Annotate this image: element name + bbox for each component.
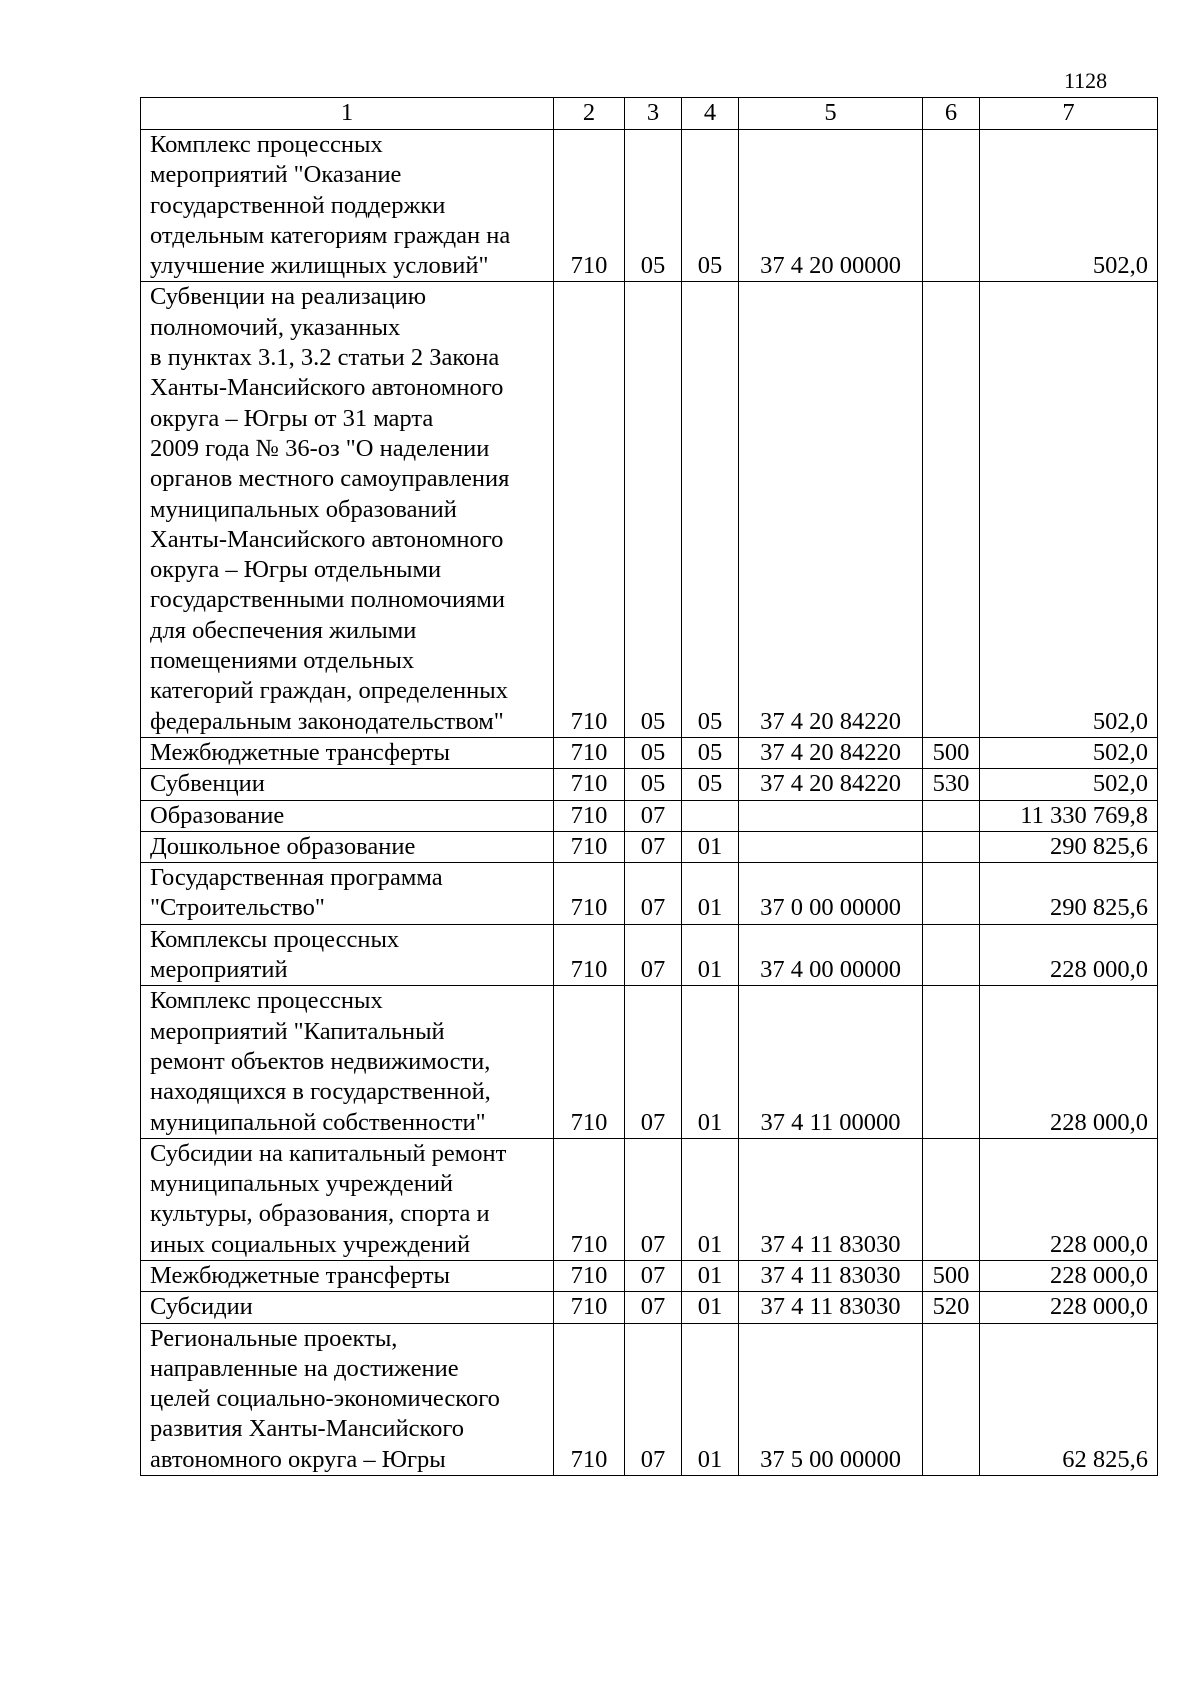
ministry-code-cell: 710 — [554, 831, 625, 862]
target-article-cell: 37 4 00 00000 — [739, 924, 923, 986]
amount-cell: 290 825,6 — [980, 863, 1158, 925]
ministry-code-cell: 710 — [554, 863, 625, 925]
subsection-code-cell: 01 — [682, 831, 739, 862]
amount-cell: 228 000,0 — [980, 986, 1158, 1138]
table-row — [141, 1323, 1158, 1475]
row-name-line: Государственная программа — [150, 864, 443, 892]
table-row — [141, 986, 1158, 1138]
expense-type-cell — [923, 800, 980, 831]
row-name-line: 2009 года № 36-оз "О наделении — [150, 434, 490, 462]
expense-type-cell: 500 — [923, 1260, 980, 1291]
section-code-cell: 05 — [625, 737, 682, 768]
expense-type-cell: 520 — [923, 1292, 980, 1323]
row-name-line: Субвенции на реализацию — [150, 283, 427, 311]
ministry-code-cell: 710 — [554, 130, 625, 282]
row-name-cell — [141, 831, 554, 862]
amount-cell: 228 000,0 — [980, 1292, 1158, 1323]
row-name-cell — [141, 924, 554, 986]
row-name-cell — [141, 1138, 554, 1260]
row-name-line: ремонт объектов недвижимости, — [150, 1047, 491, 1075]
section-code-cell: 07 — [625, 1292, 682, 1323]
row-name-line: мероприятий — [150, 956, 288, 984]
column-header: 2 — [554, 98, 625, 130]
expense-type-cell: 500 — [923, 737, 980, 768]
row-name-line: "Строительство" — [150, 894, 325, 922]
target-article-cell: 37 4 20 00000 — [739, 130, 923, 282]
row-name-line: мероприятий "Оказание — [150, 161, 402, 189]
table-row — [141, 800, 1158, 831]
row-name-line: Комплекс процессных — [150, 131, 383, 158]
section-code-cell: 05 — [625, 769, 682, 800]
target-article-cell: 37 4 11 00000 — [739, 986, 923, 1138]
subsection-code-cell: 05 — [682, 282, 739, 737]
row-name-cell — [141, 1292, 554, 1323]
row-name-line: органов местного самоуправления — [150, 465, 510, 493]
table-row — [141, 831, 1158, 862]
expense-type-cell: 530 — [923, 769, 980, 800]
row-name-line: категорий граждан, определенных — [150, 677, 508, 705]
ministry-code-cell: 710 — [554, 1138, 625, 1260]
row-name-line: полномочий, указанных — [150, 313, 401, 341]
expense-type-cell — [923, 863, 980, 925]
row-name-cell — [141, 800, 554, 831]
column-header: 7 — [980, 98, 1158, 130]
row-name-line: федеральным законодательством" — [150, 707, 504, 735]
target-article-cell: 37 5 00 00000 — [739, 1323, 923, 1475]
row-name-line: Образование — [150, 801, 285, 829]
section-code-cell: 07 — [625, 986, 682, 1138]
expense-type-cell — [923, 924, 980, 986]
subsection-code-cell: 01 — [682, 1323, 739, 1475]
amount-cell: 502,0 — [980, 769, 1158, 800]
subsection-code-cell: 01 — [682, 1138, 739, 1260]
subsection-code-cell: 01 — [682, 1292, 739, 1323]
column-header: 6 — [923, 98, 980, 130]
target-article-cell: 37 4 20 84220 — [739, 282, 923, 737]
table-row — [141, 769, 1158, 800]
column-header: 3 — [625, 98, 682, 130]
table-row — [141, 1138, 1158, 1260]
row-name-line: Комплексы процессных — [150, 925, 400, 953]
row-name-line: мероприятий "Капитальный — [150, 1017, 445, 1045]
expense-type-cell — [923, 986, 980, 1138]
budget-table — [140, 97, 1158, 1476]
table-body — [141, 130, 1158, 1476]
table-row — [141, 924, 1158, 986]
subsection-code-cell: 01 — [682, 1260, 739, 1291]
table-row — [141, 1260, 1158, 1291]
ministry-code-cell: 710 — [554, 282, 625, 737]
target-article-cell: 37 4 11 83030 — [739, 1260, 923, 1291]
amount-cell: 62 825,6 — [980, 1323, 1158, 1475]
target-article-cell — [739, 831, 923, 862]
row-name-line: отдельным категориям граждан на — [150, 221, 511, 249]
amount-cell: 11 330 769,8 — [980, 800, 1158, 831]
ministry-code-cell: 710 — [554, 737, 625, 768]
section-code-cell: 07 — [625, 831, 682, 862]
page-number: 1128 — [1064, 68, 1108, 93]
ministry-code-cell: 710 — [554, 800, 625, 831]
subsection-code-cell: 01 — [682, 986, 739, 1138]
table-row — [141, 282, 1158, 737]
expense-type-cell — [923, 1323, 980, 1475]
row-name-line: иных социальных учреждений — [150, 1230, 471, 1258]
row-name-line: Субсидии на капитальный ремонт — [150, 1139, 507, 1167]
row-name-line: Ханты-Мансийского автономного — [150, 374, 504, 402]
row-name-line: Субсидии — [150, 1293, 253, 1321]
section-code-cell: 05 — [625, 282, 682, 737]
row-name-line: Дошкольное образование — [150, 832, 416, 860]
subsection-code-cell: 05 — [682, 769, 739, 800]
row-name-line: культуры, образования, спорта и — [150, 1200, 490, 1228]
amount-cell: 502,0 — [980, 737, 1158, 768]
table-row — [141, 737, 1158, 768]
table-row — [141, 130, 1158, 282]
column-header: 1 — [141, 98, 554, 130]
ministry-code-cell: 710 — [554, 986, 625, 1138]
row-name-cell — [141, 863, 554, 925]
ministry-code-cell: 710 — [554, 924, 625, 986]
row-name-line: улучшение жилищных условий" — [150, 252, 489, 280]
row-name-line: округа – Югры от 31 марта — [150, 404, 434, 432]
section-code-cell: 07 — [625, 1260, 682, 1291]
target-article-cell: 37 4 11 83030 — [739, 1138, 923, 1260]
row-name-line: государственными полномочиями — [150, 586, 506, 614]
amount-cell: 502,0 — [980, 130, 1158, 282]
row-name-cell — [141, 1323, 554, 1475]
row-name-line: округа – Югры отдельными — [150, 556, 442, 584]
section-code-cell: 07 — [625, 800, 682, 831]
expense-type-cell — [923, 1138, 980, 1260]
amount-cell: 228 000,0 — [980, 1138, 1158, 1260]
row-name-line: муниципальных образований — [150, 495, 457, 523]
ministry-code-cell: 710 — [554, 1323, 625, 1475]
row-name-line: Межбюджетные трансферты — [150, 1261, 450, 1289]
row-name-line: муниципальных учреждений — [150, 1170, 454, 1198]
row-name-line: Региональные проекты, — [150, 1324, 398, 1352]
table-header-row — [141, 98, 1158, 130]
target-article-cell: 37 4 20 84220 — [739, 769, 923, 800]
target-article-cell: 37 0 00 00000 — [739, 863, 923, 925]
row-name-line: Комплекс процессных — [150, 987, 383, 1015]
row-name-line: находящихся в государственной, — [150, 1078, 491, 1106]
row-name-cell — [141, 282, 554, 737]
section-code-cell: 07 — [625, 924, 682, 986]
row-name-line: Субвенции — [150, 770, 265, 798]
table-row — [141, 1292, 1158, 1323]
row-name-line: автономного округа – Югры — [150, 1445, 446, 1473]
subsection-code-cell: 05 — [682, 737, 739, 768]
ministry-code-cell: 710 — [554, 769, 625, 800]
target-article-cell: 37 4 11 83030 — [739, 1292, 923, 1323]
row-name-line: помещениями отдельных — [150, 647, 415, 675]
row-name-line: развития Ханты-Мансийского — [150, 1415, 465, 1443]
row-name-line: в пунктах 3.1, 3.2 статьи 2 Закона — [150, 344, 500, 372]
column-header: 5 — [739, 98, 923, 130]
expense-type-cell — [923, 831, 980, 862]
row-name-line: муниципальной собственности" — [150, 1108, 486, 1136]
expense-type-cell — [923, 130, 980, 282]
section-code-cell: 05 — [625, 130, 682, 282]
row-name-line: Межбюджетные трансферты — [150, 738, 450, 766]
target-article-cell: 37 4 20 84220 — [739, 737, 923, 768]
row-name-cell — [141, 769, 554, 800]
table-row — [141, 863, 1158, 925]
subsection-code-cell: 05 — [682, 130, 739, 282]
row-name-cell — [141, 130, 554, 282]
row-name-cell — [141, 986, 554, 1138]
ministry-code-cell: 710 — [554, 1260, 625, 1291]
section-code-cell: 07 — [625, 1138, 682, 1260]
subsection-code-cell: 01 — [682, 924, 739, 986]
subsection-code-cell: 01 — [682, 863, 739, 925]
target-article-cell — [739, 800, 923, 831]
row-name-cell — [141, 1260, 554, 1291]
expense-type-cell — [923, 282, 980, 737]
amount-cell: 228 000,0 — [980, 1260, 1158, 1291]
row-name-line: государственной поддержки — [150, 191, 446, 219]
subsection-code-cell — [682, 800, 739, 831]
row-name-line: Ханты-Мансийского автономного — [150, 525, 504, 553]
section-code-cell: 07 — [625, 1323, 682, 1475]
amount-cell: 290 825,6 — [980, 831, 1158, 862]
row-name-line: для обеспечения жилыми — [150, 616, 417, 644]
amount-cell: 502,0 — [980, 282, 1158, 737]
row-name-line: направленные на достижение — [150, 1354, 459, 1382]
column-header: 4 — [682, 98, 739, 130]
ministry-code-cell: 710 — [554, 1292, 625, 1323]
row-name-cell — [141, 737, 554, 768]
row-name-line: целей социально-экономического — [150, 1385, 500, 1413]
amount-cell: 228 000,0 — [980, 924, 1158, 986]
section-code-cell: 07 — [625, 863, 682, 925]
